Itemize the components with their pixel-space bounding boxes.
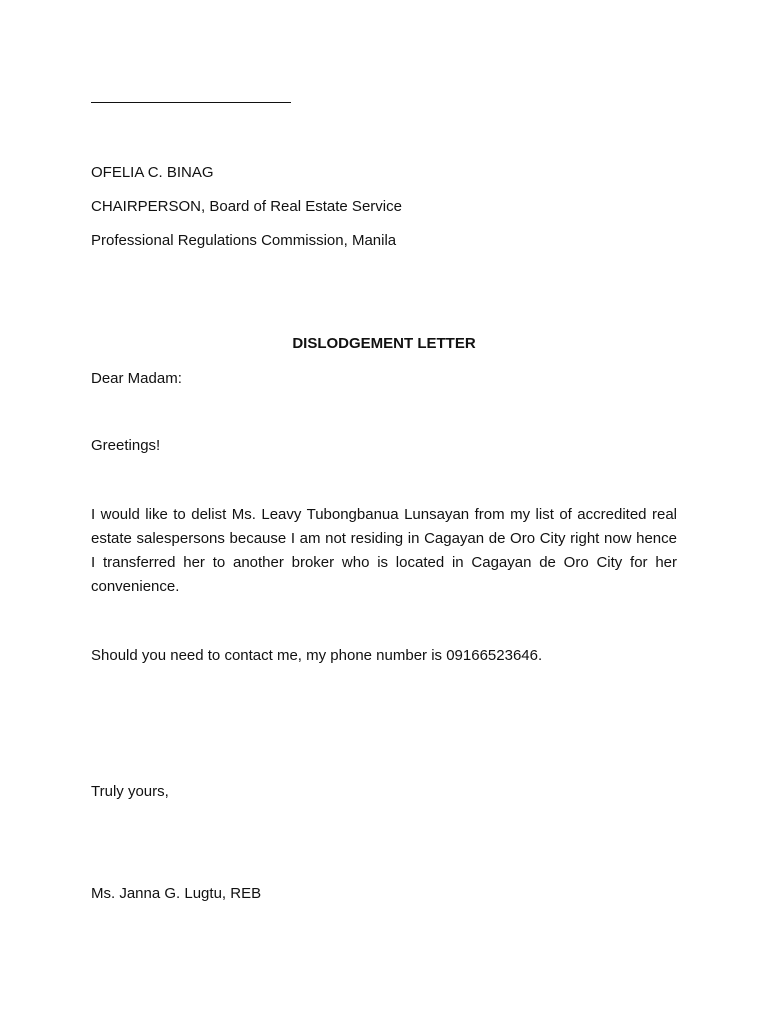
- letter-title: DISLODGEMENT LETTER: [292, 335, 476, 352]
- recipient-name: OFELIA C. BINAG: [91, 164, 214, 181]
- signatory: Ms. Janna G. Lugtu, REB: [91, 885, 262, 902]
- closing: Truly yours,: [91, 783, 169, 800]
- recipient-position: CHAIRPERSON, Board of Real Estate Service: [91, 198, 402, 215]
- recipient-office: Professional Regulations Commission, Manila: [91, 232, 397, 249]
- contact-line: Should you need to contact me, my phone number is 09166523646.: [91, 647, 543, 664]
- greeting: Greetings!: [91, 437, 161, 454]
- salutation: Dear Madam:: [91, 370, 182, 387]
- date-blank-line: [91, 102, 291, 103]
- body-paragraph: I would like to delist Ms. Leavy Tubongbanua Lunsayan from my list of accredited real estate salespersons because I am not residing in Cagayan de Oro City right now hence I transferred her to another broker who is located in Cagayan de Oro City for her convenience.: [91, 506, 677, 595]
